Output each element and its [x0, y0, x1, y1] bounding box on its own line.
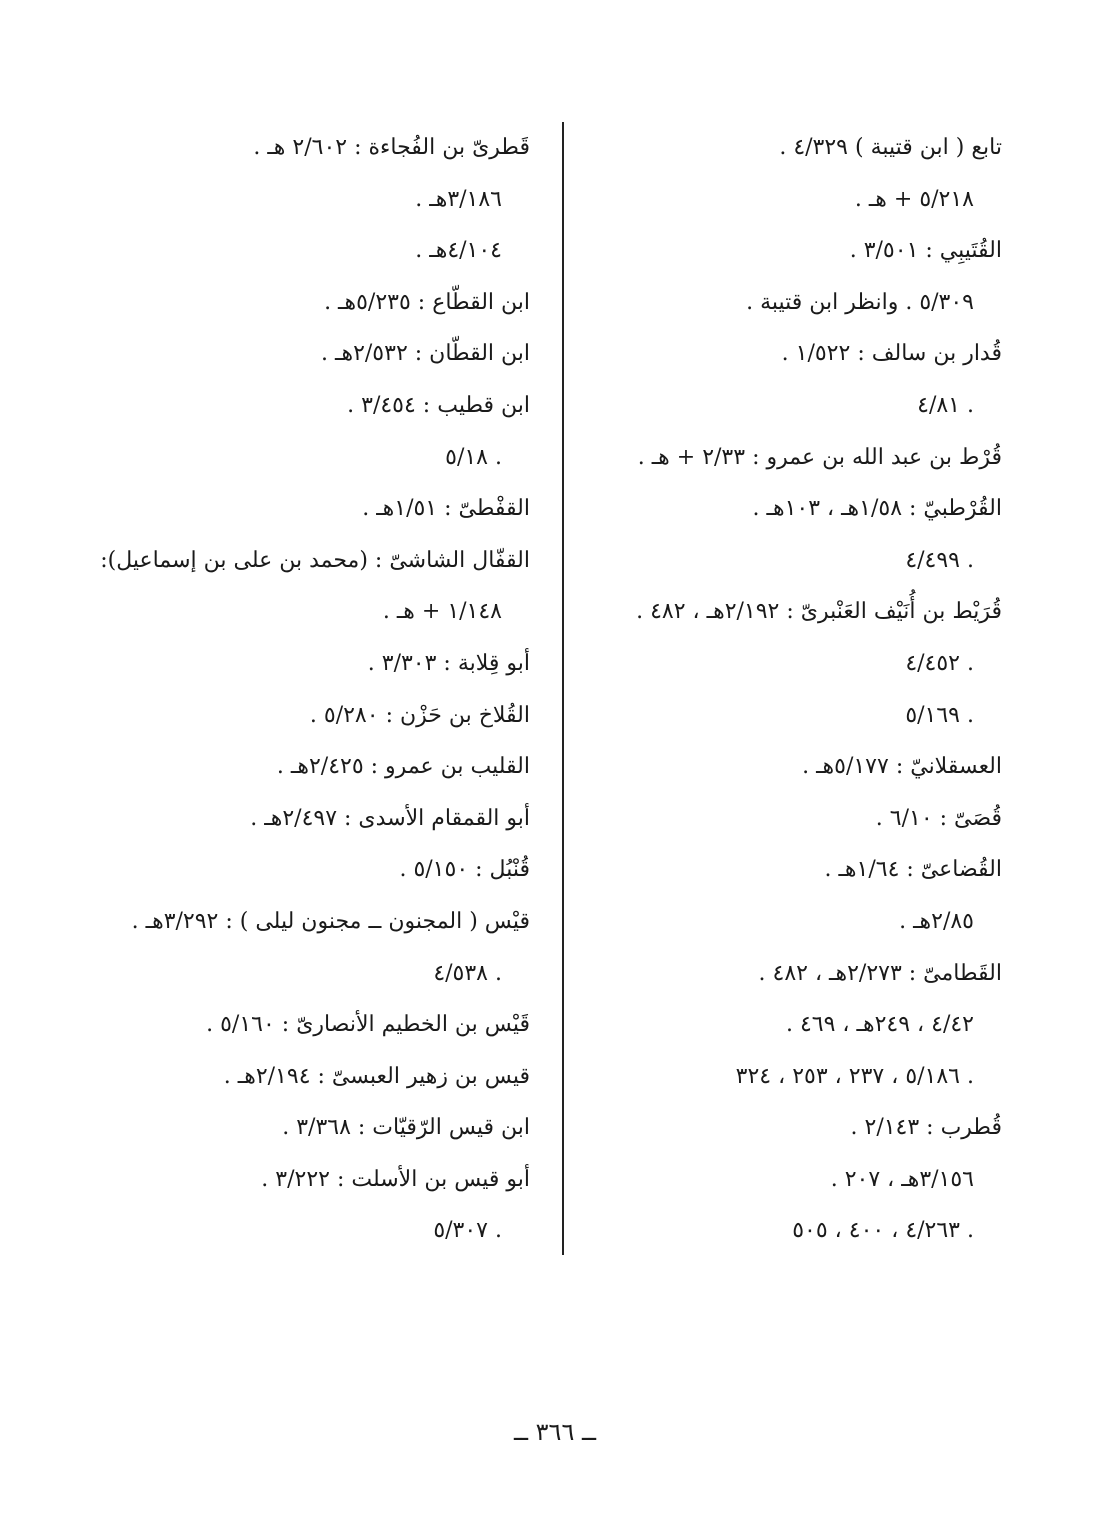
index-entry: ابن قيس الرّقيّات : ٣/٣٦٨ .	[282, 1115, 530, 1141]
index-entry: القفْطىّ : ١/٥١هـ .	[362, 496, 530, 522]
index-entry: قيس بن زهير العبسىّ : ٢/١٩٤هـ .	[223, 1063, 530, 1089]
index-entry: أبو القمقام الأسدى : ٢/٤٩٧هـ .	[250, 805, 530, 831]
index-entry: قيْس ( المجنون ــ مجنون ليلى ) : ٣/٢٩٢هـ .	[131, 908, 530, 934]
index-entry: ابن قطيب : ٣/٤٥٤ .	[347, 392, 530, 418]
index-entry: ابن القطّان : ٢/٥٣٢هـ .	[321, 341, 530, 367]
index-entry: قَيْس بن الخطيم الأنصارىّ : ٥/١٦٠ .	[206, 1012, 530, 1038]
column-divider	[562, 122, 564, 1255]
index-column-right	[582, 122, 1002, 1257]
index-entry: ٤/٥٣٨ .	[433, 960, 502, 986]
index-entry: تابع ( ابن قتيبة ) ٤/٣٢٩ .	[779, 135, 1002, 160]
index-column-left	[90, 122, 530, 1257]
index-entry: ٤/٤٩٩ .	[905, 547, 974, 573]
index-entry: ٤/٨١ .	[917, 392, 974, 418]
index-entry: ٤/٢٦٣ ، ٤٠٠ ، ٥٠٥ .	[792, 1218, 974, 1244]
index-entry: قُرْط بن عبد الله بن عمرو : ٢/٣٣ + هـ .	[637, 444, 1002, 470]
index-entry: ٣/١٨٦هـ .	[415, 186, 502, 212]
index-entry: ٤/١٠٤هـ .	[415, 238, 502, 264]
index-entry: قُطرب : ٢/١٤٣ .	[850, 1115, 1002, 1141]
index-entry: قَطرىّ بن الفُجاءة : ٢/٦٠٢ هـ .	[253, 135, 530, 160]
index-entry: قُصَىّ : ٦/١٠ .	[875, 805, 1002, 831]
index-entry: ١/١٤٨ + هـ .	[382, 599, 502, 625]
index-entry: أبو قيس بن الأسلت : ٣/٢٢٢ .	[261, 1166, 530, 1192]
index-entry: ٥/٣٠٩ . وانظر ابن قتيبة .	[746, 289, 974, 315]
index-entry: القفّال الشاشىّ : (محمد بن على بن إسماعيل):	[100, 547, 530, 573]
index-entry: القليب بن عمرو : ٢/٤٢٥هـ .	[276, 754, 530, 780]
index-entry: ٣/١٥٦هـ ، ٢٠٧ .	[830, 1166, 974, 1192]
index-entry: ٥/١٦٩ .	[905, 702, 974, 728]
index-entry: قُدار بن سالف : ١/٥٢٢ .	[781, 341, 1002, 367]
index-entry: ٥/٢١٨ + هـ .	[854, 186, 974, 212]
index-entry: قُرَيْط بن أُنَيْف العَنْبرىّ : ٢/١٩٢هـ ، ٤٨٢ .	[636, 599, 1002, 625]
index-entry: العسقلانيّ : ٥/١٧٧هـ .	[802, 754, 1002, 780]
index-entry: ٥/٣٠٧ .	[433, 1218, 502, 1244]
index-entry: القُلاخ بن حَزْن : ٥/٢٨٠ .	[309, 702, 530, 728]
index-entry: أبو قِلابة : ٣/٣٠٣ .	[367, 650, 530, 676]
index-entry: ٥/١٨٦ ، ٢٣٧ ، ٢٥٣ ، ٣٢٤ .	[735, 1063, 974, 1089]
index-entry: القُتَيبِي : ٣/٥٠١ .	[849, 238, 1002, 264]
page-number: ــ ٣٦٦ ــ	[513, 1418, 597, 1446]
index-entry: ابن القطّاع : ٥/٢٣٥هـ .	[324, 289, 530, 315]
index-entry: القُرْطبيّ : ١/٥٨هـ ، ١٠٣هـ .	[752, 496, 1002, 522]
index-entry: ٤/٤٢ ، ٢٤٩هـ ، ٤٦٩ .	[785, 1012, 974, 1038]
index-entry: القَطامىّ : ٢/٢٧٣هـ ، ٤٨٢ .	[758, 960, 1002, 986]
index-entry: ٢/٨٥هـ .	[899, 908, 974, 934]
index-entry: ٤/٤٥٢ .	[905, 650, 974, 676]
index-entry: قُنْبُل : ٥/١٥٠ .	[399, 857, 530, 883]
index-entry: القُضاعىّ : ١/٦٤هـ .	[824, 857, 1002, 883]
index-entry: ٥/١٨ .	[445, 444, 502, 470]
